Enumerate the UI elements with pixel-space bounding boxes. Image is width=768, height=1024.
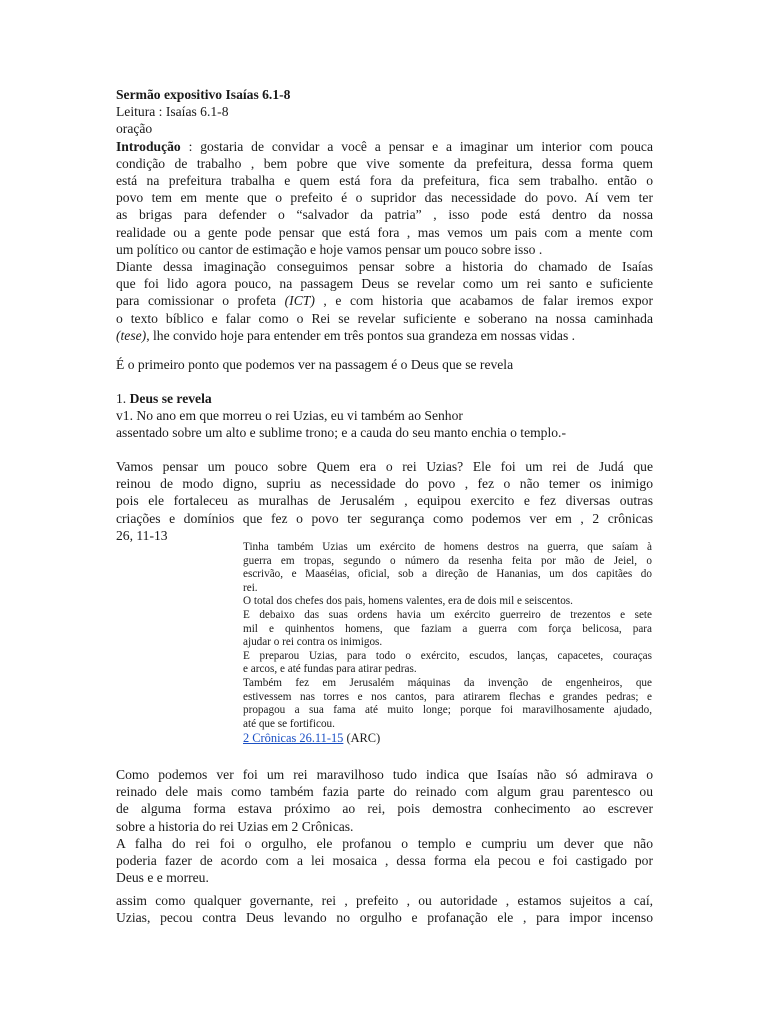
section-1-heading: 1. Deus se revela	[116, 391, 212, 406]
verse-line: assentado sobre um alto e sublime trono; e a cauda do seu manto enchia o templo.-	[116, 425, 566, 441]
quote-line: Tinha também Uzias um exército de homens destros na guerra, que saíam à	[243, 541, 652, 553]
quote-line: até que se fortificou.	[243, 717, 335, 730]
reading-line: Leitura : Isaías 6.1-8	[116, 104, 229, 120]
version-label: (ARC)	[343, 731, 381, 746]
paragraph-line: criações e domínios que fez o povo ter segurança como podemos ver em , 2 crônicas	[116, 510, 653, 526]
intro-block	[116, 86, 653, 344]
intro-line: o texto bíblico e falar como o Rei se revelar suficiente e soberano na nossa caminhada	[116, 310, 653, 326]
intro-line: condição de trabalho , bem pobre que vive somente da prefeitura, dessa forma quem	[116, 155, 653, 171]
quote-line: propagou a sua fama até muito longe; porque foi maravilhosamente ajudado,	[243, 704, 652, 717]
quote-line: rei.	[243, 581, 258, 594]
paragraph-line: 26, 11-13	[116, 527, 168, 543]
sermon-title: Sermão expositivo Isaías 6.1-8	[116, 87, 291, 102]
reference-link[interactable]: 2 Crônicas 26.11-15	[243, 731, 344, 746]
paragraph-line: assim como qualquer governante, rei , prefeito , ou autoridade , estamos sujeitos a caí,	[116, 893, 653, 908]
paragraph-line: pois ele fortaleceu as muralhas de Jerusalém , equipou exercito e fez diversas outras	[116, 493, 653, 509]
paragraph-line: poderia fazer de acordo com a lei mosaica , dessa forma ela pecou e foi castigado por	[116, 853, 653, 869]
verse-line: v1. No ano em que morreu o rei Uzias, eu vi também ao Senhor	[116, 408, 463, 424]
paragraph-line: reinado dele mais como também fazia parte do reinado com algum grau parentesco ou	[116, 784, 653, 800]
paragraph-line: Como podemos ver foi um rei maravilhoso tudo indica que Isaías não só admirava o	[116, 767, 653, 782]
paragraph-line: sobre a historia do rei Uzias em 2 Crônicas.	[116, 818, 354, 834]
closing-paragraph	[116, 892, 653, 926]
intro-line: Diante dessa imaginação conseguimos pensar sobre a historia do chamado de Isaías	[116, 259, 653, 275]
first-point-line: É o primeiro ponto que podemos ver na passagem é o Deus que se revela	[116, 357, 514, 372]
paragraph-line: Deus e e morreu.	[116, 870, 209, 886]
paragraph-line: Vamos pensar um pouco sobre Quem era o rei Uzias? Ele foi um rei de Judá que	[116, 459, 653, 474]
intro-line: está na prefeitura trabalha e quem está fora da prefeitura, fica sem trabalho. então o	[116, 173, 653, 189]
quote-line: Também fez em Jerusalém máquinas da invenção de engenheiros, que	[243, 676, 652, 689]
quote-line: estivessem nas torres e nos cantos, para atirarem flechas e grandes pedras; e	[243, 690, 652, 703]
intro-line: um político ou cantor de estimação e hoje vamos pensar um pouco sobre isso .	[116, 241, 543, 257]
uzias-paragraph	[116, 458, 653, 544]
section-1	[116, 390, 653, 442]
quote-line: ajudar o rei contra os inimigos.	[243, 636, 383, 649]
paragraph-line: Uzias, pecou contra Deus levando no orgulho e profanação ele , para impor incenso	[116, 910, 653, 926]
quote-line: E debaixo das suas ordens havia um exército guerreiro de trezentos e sete	[243, 608, 652, 621]
intro-line: que foi lido agora pouco, na passagem Deus se revelar como um rei santo e suficiente	[116, 276, 653, 292]
analysis-paragraph	[116, 766, 653, 886]
quote-line: E preparou Uzias, para todo o exército, escudos, lanças, capacetes, couraças	[243, 649, 652, 662]
quote-line: O total dos chefes dos pais, homens valentes, era de dois mil e seiscentos.	[243, 595, 573, 608]
quote-line: e arcos, e até fundas para atirar pedras.	[243, 663, 417, 676]
intro-line: realidade ou a gente pode pensar que está fora , mas vemos um pais com a mente com	[116, 224, 653, 240]
quote-line: mil e quinhentos homens, que faziam a guerra com força belicosa, para	[243, 622, 652, 635]
scripture-quote	[243, 541, 652, 746]
intro-line: povo tem em mente que o prefeito é o supridor das necessidade do povo. Aí vem ter	[116, 190, 653, 206]
intro-line: as brigas para defender o “salvador da patria” , isso pode está dentro da nossa	[116, 207, 653, 223]
paragraph-line: reinou de modo digno, supriu as necessidade do povo , fez o não temer os inimigo	[116, 476, 653, 492]
intro-line: para comissionar o profeta (ICT) , e com historia que acabamos de falar iremos expor	[116, 293, 654, 309]
intro-line: Introdução : gostaria de convidar a você a pensar e a imaginar um interior com pouca	[116, 138, 653, 154]
prayer-line: oração	[116, 121, 153, 137]
first-point-intro	[116, 356, 653, 373]
paragraph-line: A falha do rei foi o orgulho, ele profanou o templo e cumpriu um dever que não	[116, 835, 653, 851]
quote-line: guerra em tropas, segundo o número da resenha feita por mão de Jeiel, o	[243, 554, 652, 567]
intro-line: (tese), lhe convido hoje para entender em três pontos sua grandeza em nossas vidas .	[116, 327, 576, 343]
paragraph-line: de alguma forma estava próximo ao rei, pois demostra conhecimento ao escrever	[116, 801, 653, 817]
quote-reference	[243, 731, 652, 746]
quote-line: escrivão, e Maaséias, oficial, sob a direção de Hananias, um dos capitães do	[243, 568, 652, 581]
